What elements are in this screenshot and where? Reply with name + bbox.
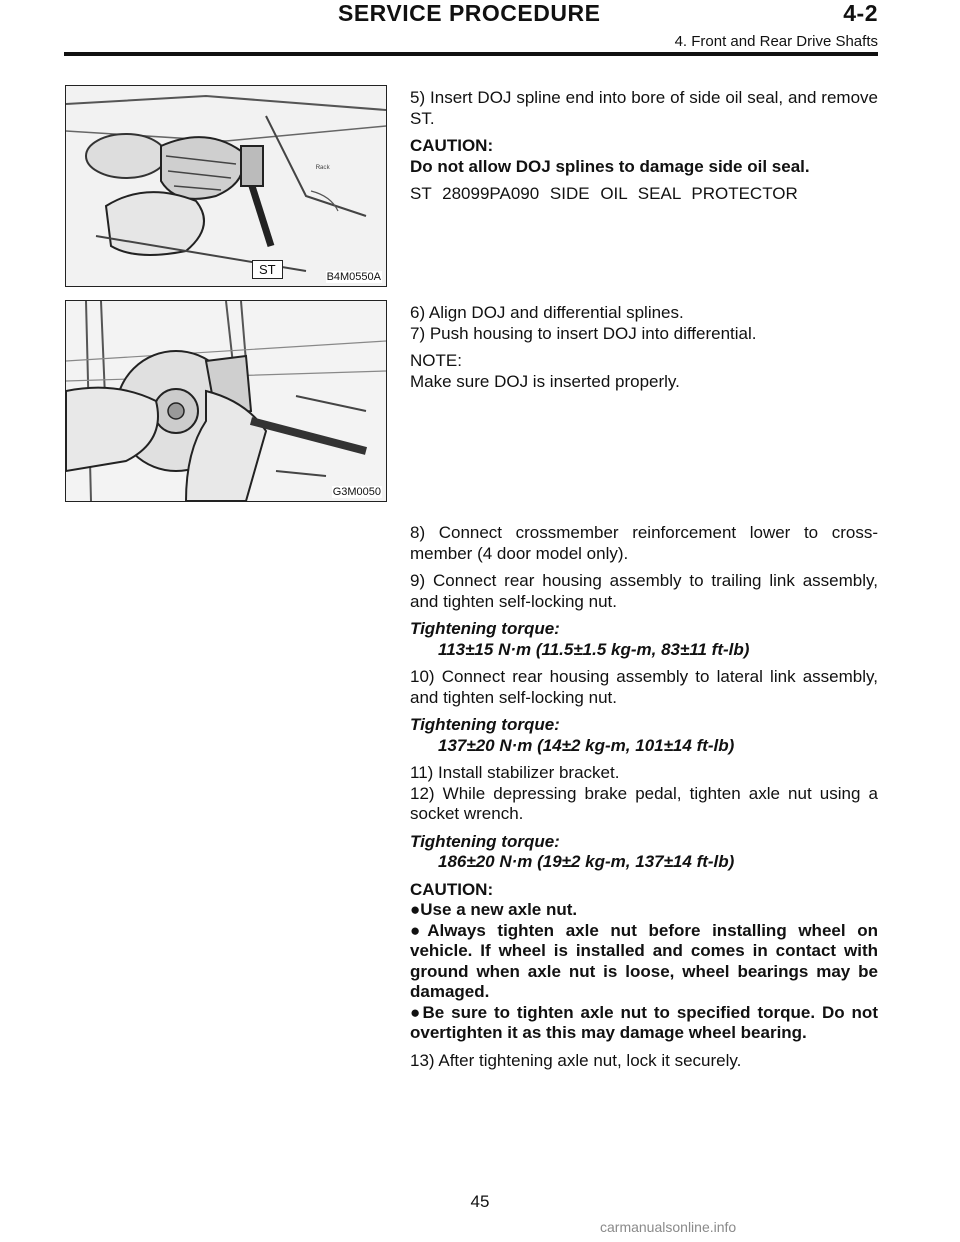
caution-title: CAUTION:: [410, 879, 494, 899]
text-step-5: [410, 88, 878, 212]
caution-item: ●Be sure to tighten axle nut to specified torque. Do not overtighten it as this may damage wheel bearing.: [410, 1002, 878, 1042]
figure-differential-illustration: [66, 301, 386, 501]
caution-text: Do not allow DOJ splines to damage side oil seal.: [410, 156, 810, 176]
step-5: 5) Insert DOJ spline end into bore of side oil seal, and remove ST.: [410, 88, 878, 128]
torque-label: Tightening torque:: [410, 619, 560, 638]
torque-label: Tightening torque:: [410, 831, 560, 851]
text-steps-8-13: [410, 523, 878, 1078]
header-rule: [64, 52, 878, 56]
note-text: Make sure DOJ is inserted properly.: [410, 371, 680, 391]
header-subtitle: 4. Front and Rear Drive Shafts: [674, 33, 878, 50]
step-13: 13) After tightening axle nut, lock it securely.: [410, 1050, 742, 1070]
step-9: 9) Connect rear housing assembly to trailing link assembly, and tighten self-locking nut.: [410, 571, 878, 611]
svg-text:ᴿᵃᶜᵏ: ᴿᵃᶜᵏ: [316, 163, 330, 173]
header-section: 4-2: [843, 0, 878, 26]
step-12: 12) While depressing brake pedal, tighten axle nut using a socket wrench.: [410, 783, 878, 823]
step-11: 11) Install stabilizer bracket.: [410, 763, 620, 782]
caution-item: ●Always tighten axle nut before installing wheel on vehicle. If wheel is installed and comes in contact with ground when axle nut is loose, wheel bearings may be damaged.: [410, 920, 878, 1001]
step-7: 7) Push housing to insert DOJ into differential.: [410, 323, 757, 343]
text-steps-6-7: [410, 303, 878, 399]
torque-value: 186±20 N·m (19±2 kg-m, 137±14 ft-lb): [438, 852, 735, 871]
caution-item: ●Use a new axle nut.: [410, 900, 578, 919]
torque-value: 137±20 N·m (14±2 kg-m, 101±14 ft-lb): [438, 735, 735, 755]
torque-label: Tightening torque:: [410, 715, 560, 734]
figure-doj-insert: [65, 85, 387, 287]
step-8: 8) Connect crossmember reinforcement lower to cross-member (4 door model only).: [410, 523, 878, 563]
watermark: carmanualsonline.info: [600, 1219, 737, 1235]
figure-doj-illustration: [66, 86, 386, 286]
caution-title: CAUTION:: [410, 136, 494, 155]
page-number: 45: [470, 1192, 490, 1211]
figure-doj-differential: [65, 300, 387, 502]
bullet-icon: ●: [410, 1002, 423, 1022]
step-6: 6) Align DOJ and differential splines.: [410, 303, 684, 322]
torque-value: 113±15 N·m (11.5±1.5 kg-m, 83±11 ft-lb): [438, 639, 750, 659]
note-title: NOTE:: [410, 351, 462, 370]
bullet-icon: ●: [410, 900, 421, 919]
tool-label-st: ST: [252, 260, 283, 279]
step-10: 10) Connect rear housing assembly to lateral link assembly, and tighten self-locking nut.: [410, 667, 878, 707]
header-title: SERVICE PROCEDURE: [338, 0, 601, 26]
bullet-icon: ●: [410, 920, 428, 940]
figure-caption: G3M0050: [332, 486, 381, 498]
special-tool-line: ST 28099PA090 SIDE OIL SEAL PROTECTOR: [410, 184, 798, 203]
figure-caption: B4M0550A: [326, 271, 381, 283]
